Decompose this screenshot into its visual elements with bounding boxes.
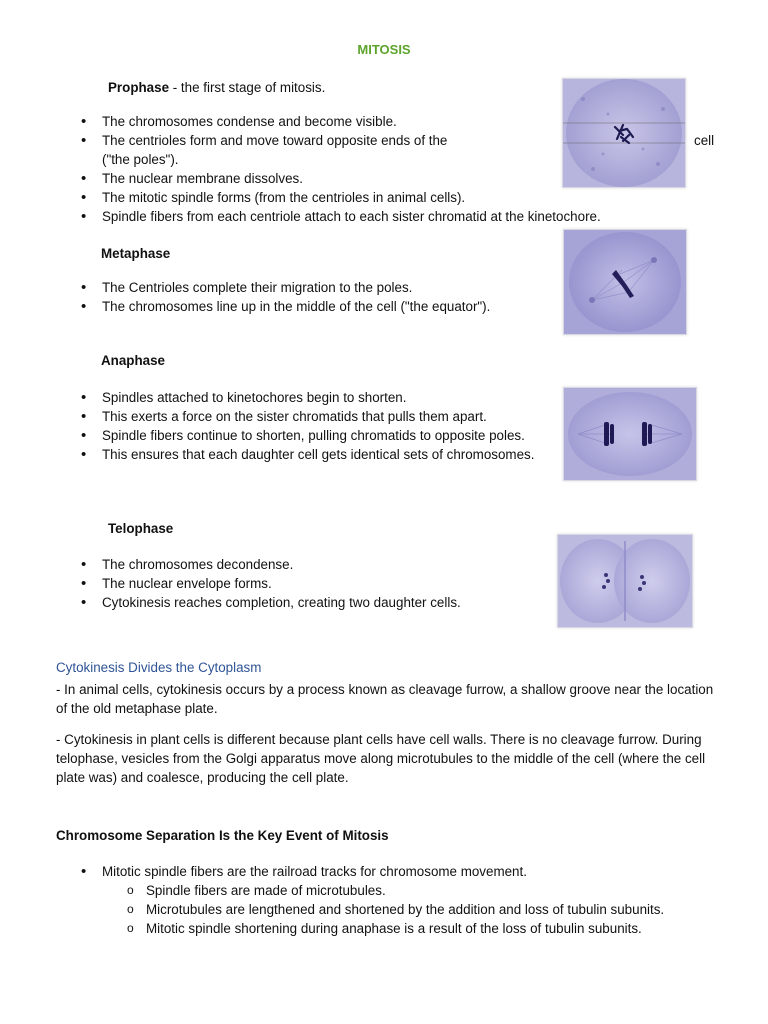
anaphase-heading: Anaphase [101, 353, 165, 368]
list-item: • Spindles attached to kinetochores begin to shorten. [76, 388, 548, 407]
sub-list-item: o Microtubules are lengthened and shortened by the addition and loss of tubulin subunits. [124, 900, 714, 919]
list-item: • Mitotic spindle fibers are the railroad tracks for chromosome movement. [76, 862, 696, 881]
sub-list-item: o Mitotic spindle shortening during anaphase is a result of the loss of tubulin subunits. [124, 919, 714, 938]
prophase-micrograph [562, 78, 686, 188]
list-item: • The chromosomes decondense. [76, 555, 546, 574]
cytokinesis-paragraph-plant: - Cytokinesis in plant cells is different because plant cells have cell walls. There is no cleavage furrow. During telophase, vesicles from the Golgi apparatus move along microtubules to the middle of the cell (where the cell plate was) and coalesce, producing the cell plate. [56, 732, 706, 785]
anaphase-list [76, 388, 548, 464]
list-item: • Spindle fibers from each centriole attach to each sister chromatid at the kinetochore. [76, 207, 736, 226]
metaphase-heading: Metaphase [101, 246, 171, 261]
prophase-item-tail: cell [694, 133, 715, 148]
list-item: • This ensures that each daughter cell gets identical sets of chromosomes. [76, 445, 548, 464]
list-item-continuation: ("the poles"). [102, 152, 179, 167]
metaphase-list [76, 278, 506, 316]
telophase-heading: Telophase [108, 521, 174, 536]
document-title: MITOSIS [357, 42, 411, 57]
list-item: • Spindle fibers continue to shorten, pulling chromatids to opposite poles. [76, 426, 548, 445]
separation-sublist [124, 881, 714, 938]
list-item: • The nuclear membrane dissolves. [76, 169, 736, 188]
anaphase-micrograph [563, 387, 697, 481]
list-item: • The chromosomes line up in the middle of the cell ("the equator"). [76, 297, 506, 316]
sub-list-item: o Spindle fibers are made of microtubules. [124, 881, 714, 900]
list-item: • The centrioles form and move toward opposite ends of the cell [76, 131, 736, 150]
prophase-heading: Prophase [108, 80, 170, 95]
list-item: • The chromosomes condense and become visible. [76, 112, 736, 131]
cytokinesis-heading: Cytokinesis Divides the Cytoplasm [56, 660, 262, 675]
list-item: • The nuclear envelope forms. [76, 574, 546, 593]
list-item: • This exerts a force on the sister chromatids that pulls them apart. [76, 407, 548, 426]
telophase-micrograph [557, 534, 693, 628]
prophase-subtitle: - the first stage of mitosis. [169, 80, 326, 95]
separation-heading: Chromosome Separation Is the Key Event of Mitosis [56, 828, 389, 843]
telophase-list [76, 555, 546, 612]
list-item: • The Centrioles complete their migration to the poles. [76, 278, 506, 297]
prophase-heading-line [108, 78, 325, 97]
cytokinesis-paragraph-animal: - In animal cells, cytokinesis occurs by a process known as cleavage furrow, a shallow groove near the location of the old metaphase plate. [56, 682, 714, 716]
list-item: • The mitotic spindle forms (from the centrioles in animal cells). [76, 188, 736, 207]
list-item: • Cytokinesis reaches completion, creating two daughter cells. [76, 593, 546, 612]
separation-list [76, 862, 696, 881]
metaphase-micrograph [563, 229, 687, 335]
